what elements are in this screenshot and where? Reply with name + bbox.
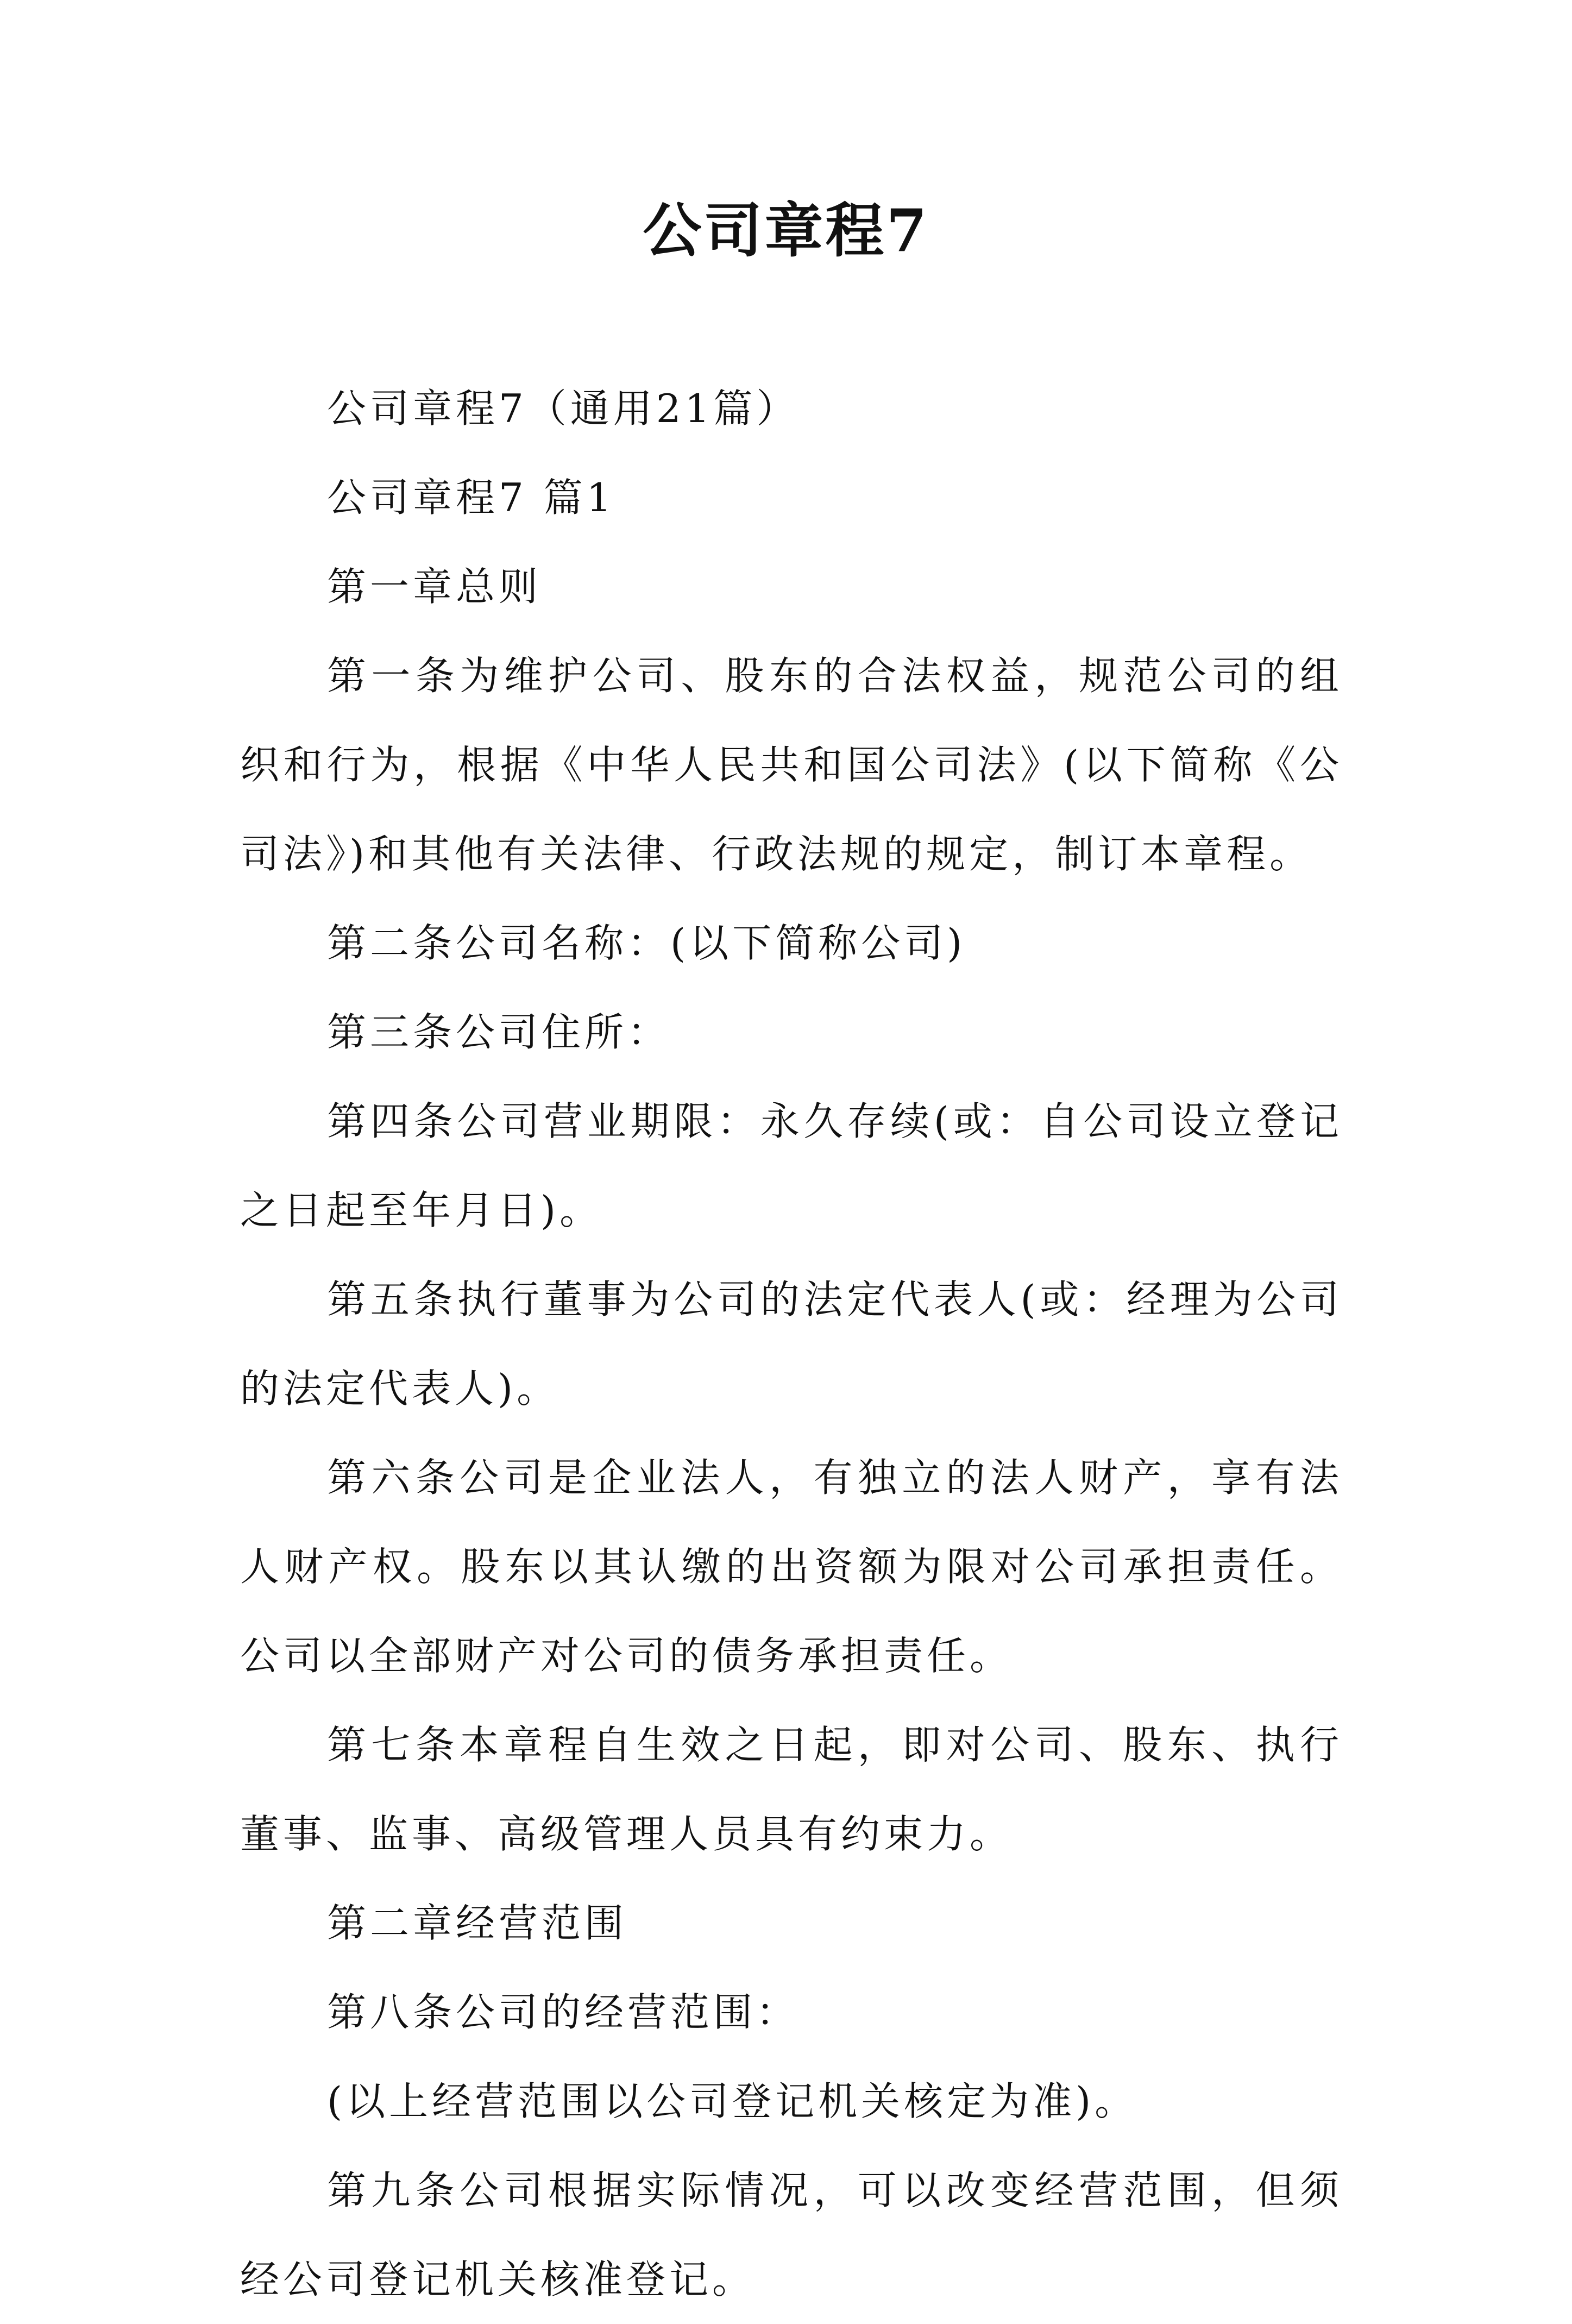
- paragraph-part-heading: 公司章程7 篇1: [327, 475, 615, 520]
- chapter-heading: 第一章总则: [327, 564, 542, 610]
- article-paragraph: 第六条公司是企业法人，有独立的法人财产，享有法人财产权。股东以其认缴的出资额为限对公司承担责任。公司以全部财产对公司的债务承担责任。: [240, 1455, 1343, 1679]
- document-title: 公司章程7: [643, 197, 929, 265]
- document-body: [240, 364, 1343, 2324]
- article-paragraph: 第四条公司营业期限：永久存续(或：自公司设立登记之日起至年月日)。: [240, 1098, 1343, 1233]
- paragraph-subtitle: 公司章程7（通用21篇）: [327, 386, 800, 431]
- article-paragraph: (以上经营范围以公司登记机关核定为准)。: [327, 2078, 1138, 2124]
- article-paragraph: 第一条为维护公司、股东的合法权益，规范公司的组织和行为，根据《中华人民共和国公司法》(以下简称《公司法》)和其他有关法律、行政法规的规定，制订本章程。: [240, 653, 1343, 877]
- chapter-heading: 第二章经营范围: [327, 1900, 628, 1946]
- article-paragraph: 第七条本章程自生效之日起，即对公司、股东、执行董事、监事、高级管理人员具有约束力。: [240, 1722, 1343, 1857]
- article-paragraph: 第五条执行董事为公司的法定代表人(或：经理为公司的法定代表人)。: [240, 1277, 1343, 1411]
- article-paragraph: 第三条公司住所：: [327, 1009, 671, 1055]
- article-paragraph: 第九条公司根据实际情况，可以改变经营范围，但须经公司登记机关核准登记。: [240, 2168, 1343, 2302]
- article-paragraph: 第二条公司名称：(以下简称公司): [327, 920, 966, 966]
- article-paragraph: 第八条公司的经营范围：: [327, 1989, 800, 2035]
